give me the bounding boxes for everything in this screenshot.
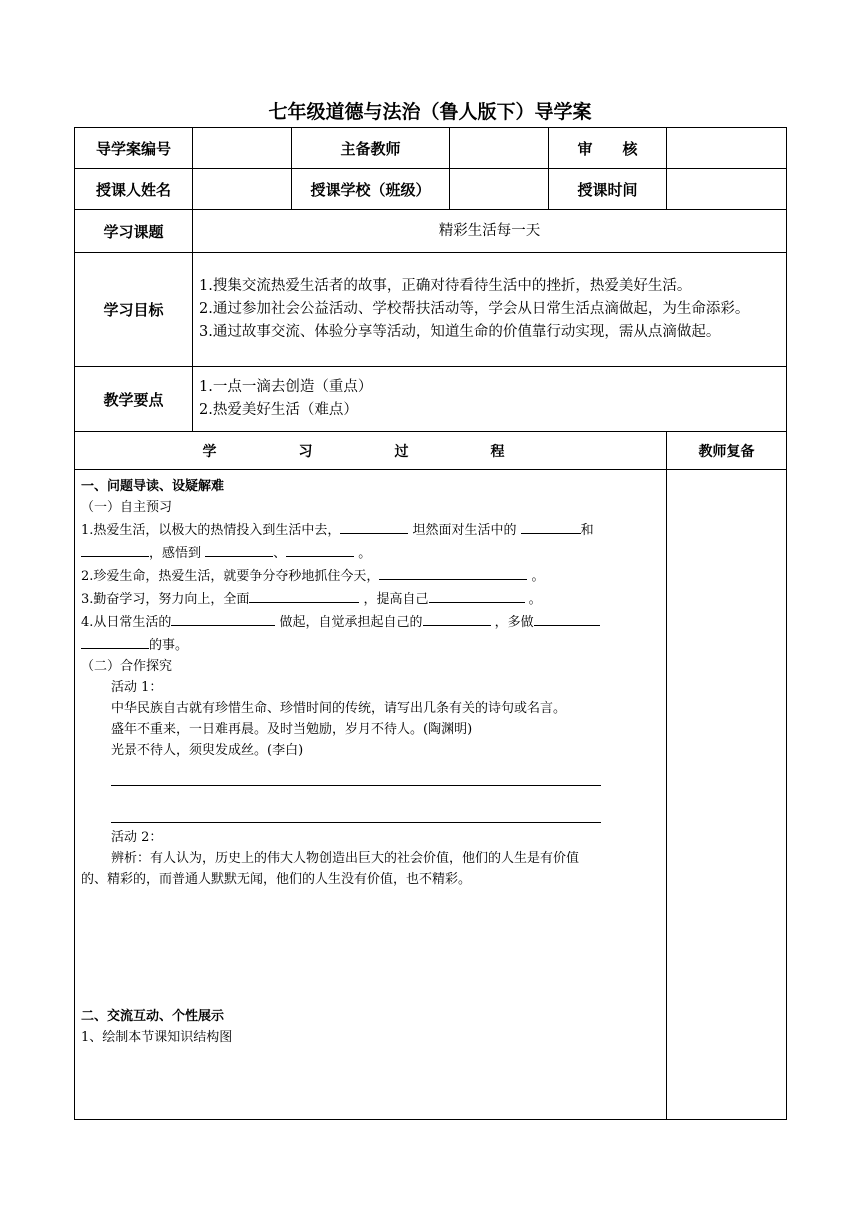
blank[interactable] [205,541,273,557]
keypoints-content [193,367,787,432]
blank[interactable] [171,610,275,626]
question-1: 1.热爱生活，以极大的热情投入到生活中去， 坦然面对生活中的 和 [81,518,660,541]
keypoint-item: 2.热爱美好生活（难点） [199,402,358,418]
blank[interactable] [249,587,359,603]
lesson-plan-table [74,127,787,1120]
subsection-heading: （一）自主预习 [81,500,173,515]
plan-number-value[interactable] [193,128,292,169]
question-4: 4.从日常生活的 做起，自觉承担起自己的 ，多做 [81,610,660,633]
blank[interactable] [81,633,149,649]
teacher-review-header: 教师复备 [667,432,787,470]
question-3: 3.勤奋学习，努力向上，全面 ，提高自己 。 [81,587,660,610]
school-class-label: 授课学校（班级） [292,169,450,210]
instructor-name-value[interactable] [193,169,292,210]
goal-item: 2.通过参加社会公益活动、学校帮扶活动等，学会从日常生活点滴做起，为生命添彩。 [199,301,750,317]
blank[interactable] [340,518,408,534]
keypoints-label: 教学要点 [75,367,193,432]
question-1-cont: ，感悟到 、 。 [81,541,660,564]
activity-1-label: 活动 1： [111,680,163,695]
teacher-review-notes[interactable] [667,470,787,1120]
review-value[interactable] [667,128,787,169]
instructor-name-label: 授课人姓名 [75,169,193,210]
question-4-cont: 的事。 [81,633,660,656]
process-header: 学 习 过 程 [75,432,667,470]
goals-label: 学习目标 [75,253,193,367]
activity-1-question: 中华民族自古就有珍惜生命、珍惜时间的传统，请写出几条有关的诗句或名言。 [111,701,567,716]
section-heading: 一、问题导读、设疑解难 [81,479,225,494]
review-label: 审 核 [549,128,667,169]
plan-number-label: 导学案编号 [75,128,193,169]
task-item: 1、绘制本节课知识结构图 [81,1030,233,1045]
goal-item: 1.搜集交流热爱生活者的故事，正确对待看待生活中的挫折，热爱美好生活。 [199,278,692,294]
blank[interactable] [81,541,149,557]
goals-content [193,253,787,367]
quote-1: 盛年不重来，一日难再晨。及时当勉励，岁月不待人。(陶渊明) [111,722,473,737]
blank[interactable] [534,610,600,626]
activity-2-label: 活动 2： [111,830,163,845]
subsection-heading: （二）合作探究 [81,659,173,674]
blank[interactable] [423,610,491,626]
process-content [75,470,667,1120]
blank[interactable] [379,564,527,580]
blank[interactable] [521,518,581,534]
section-heading: 二、交流互动、个性展示 [81,1009,225,1024]
quote-2: 光景不待人，须臾发成丝。(李白) [111,743,304,758]
question-2: 2.珍爱生命，热爱生活，就要争分夺秒地抓住今天， 。 [81,564,660,587]
topic-value: 精彩生活每一天 [193,210,787,253]
blank[interactable] [429,587,525,603]
class-time-label: 授课时间 [549,169,667,210]
page-title: 七年级道德与法治（鲁人版下）导学案 [268,101,592,123]
blank[interactable] [286,541,354,557]
topic-label: 学习课题 [75,210,193,253]
keypoint-item: 1.一点一滴去创造（重点） [199,379,373,395]
activity-2-text: 辨析：有人认为，历史上的伟大人物创造出巨大的社会价值，他们的人生是有价值 [111,851,580,866]
activity-2-text-cont: 的、精彩的，而普通人默默无闻，他们的人生没有价值，也不精彩。 [81,872,472,887]
lead-teacher-label: 主备教师 [292,128,450,169]
school-class-value[interactable] [450,169,549,210]
lead-teacher-value[interactable] [450,128,549,169]
goal-item: 3.通过故事交流、体验分享等活动，知道生命的价值靠行动实现，需从点滴做起。 [199,324,721,340]
class-time-value[interactable] [667,169,787,210]
